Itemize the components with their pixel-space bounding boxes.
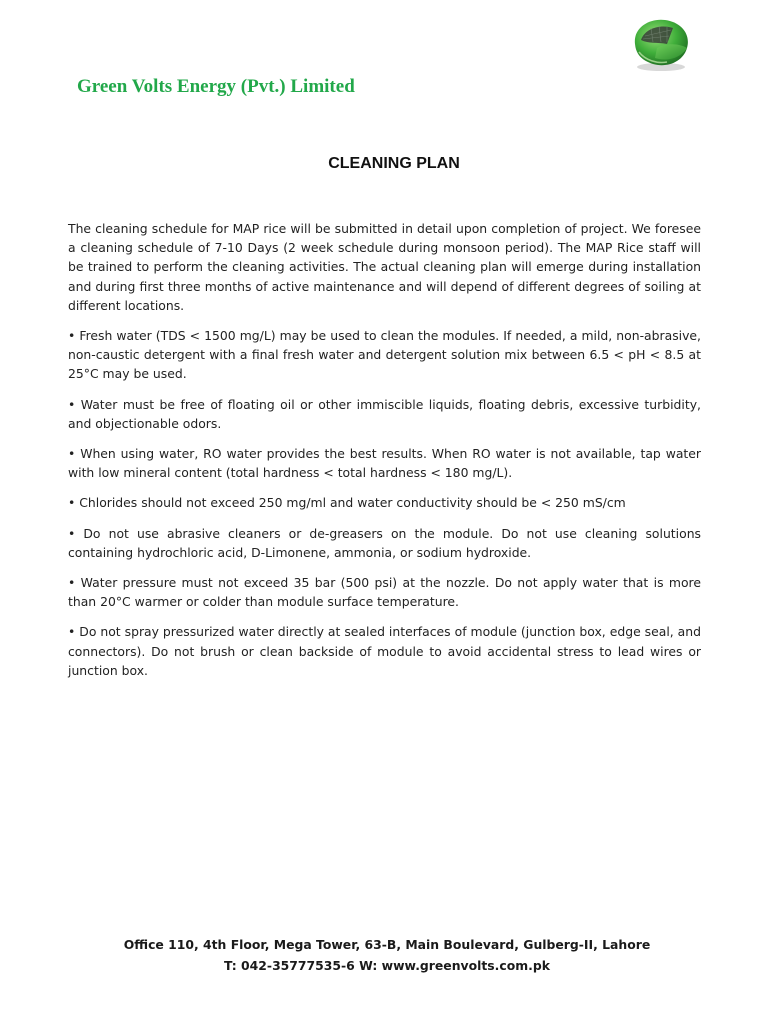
bullet-fresh-water: • Fresh water (TDS < 1500 mg/L) may be used to clean the modules. If needed, a mild, non-abrasive, non-caustic detergent with a final fresh water and detergent solution mix between 6.5 < pH < 8.5 at 25°C may be used. (68, 328, 701, 382)
bullet-ro-water: • When using water, RO water provides the best results. When RO water is not available, tap water with low mineral content (total hardness < total hardness < 180 mg/L). (68, 446, 701, 481)
footer-address: Office 110, 4th Floor, Mega Tower, 63-B, Main Boulevard, Gulberg-II, Lahore (123, 937, 651, 952)
footer-contact: T: 042-35777535-6 W: www.greenvolts.com.pk (224, 958, 550, 973)
bullet-water-free-of-oil: • Water must be free of floating oil or other immiscible liquids, floating debris, excessive turbidity, and objectionable odors. (68, 396, 701, 431)
green-volts-leaf-logo-icon (627, 14, 695, 72)
bullet-no-abrasive-cleaners: • Do not use abrasive cleaners or de-greasers on the module. Do not use cleaning solutions containing hydrochloric acid, D-Limonene, ammonia, or sodium hydroxide. (68, 525, 701, 560)
bullet-chlorides: • Chlorides should not exceed 250 mg/ml and water conductivity should be < 250 mS/cm (68, 495, 626, 511)
document-title: CLEANING PLAN (328, 155, 460, 172)
document-body (68, 219, 701, 691)
page-footer (0, 934, 768, 976)
bullet-no-pressurized-spray: • Do not spray pressurized water directly at sealed interfaces of module (junction box, edge seal, and connectors). Do not brush or clean backside of module to avoid accidental stress to lead wires or junction box. (68, 624, 701, 678)
intro-paragraph: The cleaning schedule for MAP rice will be submitted in detail upon completion of project. We foresee a cleaning schedule of 7-10 Days (2 week schedule during monsoon period). The MAP Rice staff will be trained to perform the cleaning activities. The actual cleaning plan will emerge during installation and during first three months of active maintenance and will depend of different degrees of soiling at different locations. (68, 221, 701, 313)
bullet-water-pressure: • Water pressure must not exceed 35 bar (500 psi) at the nozzle. Do not apply water that is more than 20°C warmer or colder than module surface temperature. (68, 575, 701, 610)
company-name: Green Volts Energy (Pvt.) Limited (77, 76, 355, 97)
